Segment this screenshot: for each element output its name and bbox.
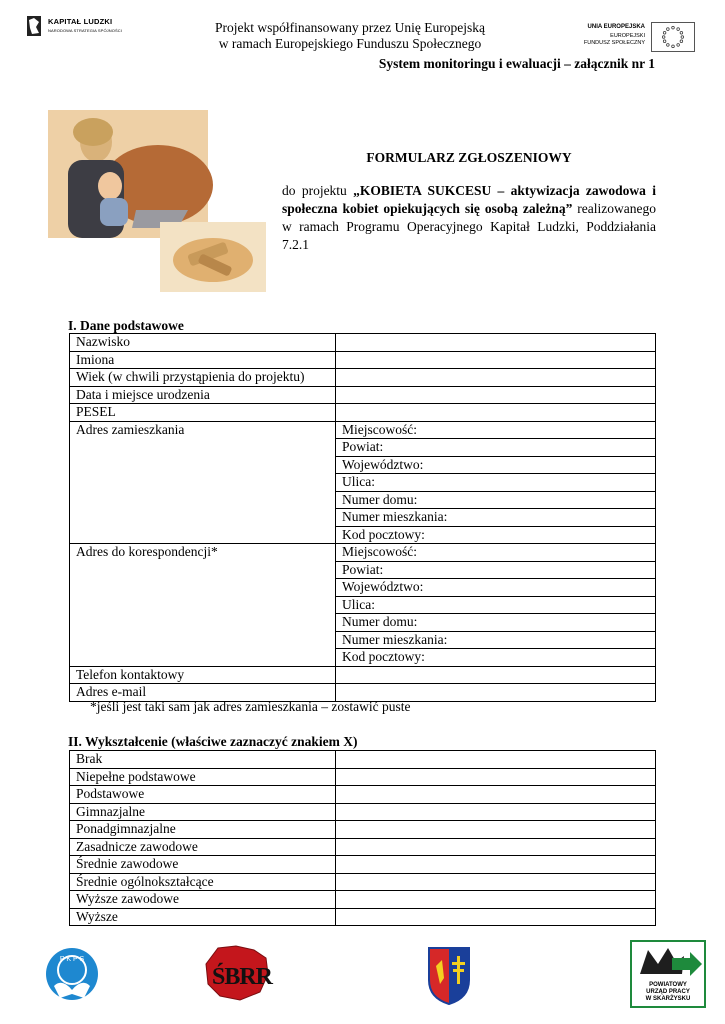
table-row [70,369,656,387]
header-line-2: w ramach Europejskiego Funduszu Społecznego [218,36,482,51]
age-field[interactable] [336,369,656,387]
residence-house-number-field[interactable]: Numer domu: [336,491,656,509]
residence-flat-number-field[interactable]: Numer mieszkania: [336,509,656,527]
education-mark-cell[interactable] [336,838,656,856]
table-row [70,821,656,839]
intro-prefix: do projektu [282,183,354,198]
education-label: Ponadgimnazjalne [70,821,336,839]
table-row [70,856,656,874]
row-label: Nazwisko [70,334,336,352]
residence-postal-code-field[interactable]: Kod pocztowy: [336,526,656,544]
address-note: *jeśli jest taki sam jak adres zamieszkania – zostawić puste [90,699,411,714]
row-label: Data i miejsce urodzenia [70,386,336,404]
section-1-title: I. Dane podstawowe [68,318,184,333]
system-label: System monitoringu i ewaluacji – załącznik nr 1 [378,56,655,71]
eu-line-2: EUROPEJSKI [610,33,645,39]
header-line-1: Projekt współfinansowany przez Unię Europejską [215,20,485,35]
pup-arrow-icon [632,944,704,982]
education-label: Średnie zawodowe [70,856,336,874]
pesel-field[interactable] [336,404,656,422]
education-label: Brak [70,751,336,769]
correspondence-county-field[interactable]: Powiat: [336,561,656,579]
eu-flag-icon [651,22,695,52]
pup-logo [630,940,706,1008]
residence-street-field[interactable]: Ulica: [336,474,656,492]
table-row [70,768,656,786]
kapital-ludzki-emblem-icon [24,14,44,38]
education-label: Średnie ogólnokształcące [70,873,336,891]
education-label: Wyższe zawodowe [70,891,336,909]
table-row [70,908,656,926]
row-label: Telefon kontaktowy [70,666,336,684]
correspondence-voivodeship-field[interactable]: Województwo: [336,579,656,597]
education-mark-cell[interactable] [336,891,656,909]
coat-of-arms-icon [424,944,474,1006]
row-label: Imiona [70,351,336,369]
table-row [70,544,656,562]
correspondence-postal-code-field[interactable]: Kod pocztowy: [336,649,656,667]
surname-field[interactable] [336,334,656,352]
residence-county-field[interactable]: Powiat: [336,439,656,457]
pup-line-2: URZĄD PRACY [646,989,690,995]
education-mark-cell[interactable] [336,803,656,821]
mother-with-child-photo [48,110,266,292]
education-mark-cell[interactable] [336,856,656,874]
correspondence-flat-number-field[interactable]: Numer mieszkania: [336,631,656,649]
education-mark-cell[interactable] [336,908,656,926]
education-mark-cell[interactable] [336,768,656,786]
education-label: Wyższe [70,908,336,926]
table-row [70,803,656,821]
residence-city-field[interactable]: Miejscowość: [336,421,656,439]
education-table [69,750,656,926]
kapital-ludzki-logo [24,14,144,40]
eu-logo [570,20,705,56]
correspondence-address-label: Adres do korespondencji* [70,544,336,667]
correspondence-street-field[interactable]: Ulica: [336,596,656,614]
education-label: Gimnazjalne [70,803,336,821]
table-row [70,873,656,891]
sbrr-text: ŚBRR [211,964,273,990]
row-label: Adres e-mail [70,684,336,702]
correspondence-house-number-field[interactable]: Numer domu: [336,614,656,632]
residence-address-label: Adres zamieszkania [70,421,336,544]
table-row [70,404,656,422]
pup-line-3: W SKARŻYSKU [645,996,691,1002]
table-row [70,751,656,769]
section-2-title: II. Wykształcenie (właściwe zaznaczyć znakiem X) [68,734,358,749]
eu-line-3: FUNDUSZ SPOŁECZNY [583,40,645,46]
intro-suffix: realizowanego w ramach Programu Operacyjnego Kapitał Ludzki, Poddziałania 7.2.1 [282,201,656,252]
form-title: FORMULARZ ZGŁOSZENIOWY [366,150,572,165]
pkps-logo [44,944,100,1006]
row-label: Wiek (w chwili przystąpienia do projektu) [70,369,336,387]
pup-text [632,982,704,1003]
logo-left-subtitle: NARODOWA STRATEGIA SPÓJNOŚCI [48,28,122,33]
table-row [70,786,656,804]
table-row [70,421,656,439]
logo-left-name: KAPITAŁ LUDZKI [48,17,113,26]
table-row [70,351,656,369]
education-mark-cell[interactable] [336,786,656,804]
education-label: Niepełne podstawowe [70,768,336,786]
eu-line-1: UNIA EUROPEJSKA [587,24,645,30]
project-name: „KOBIETA SUKCESU – aktywizacja zawodowa i społeczna kobiet opiekujących się osobą zależną” [282,183,656,216]
cofinancing-header [190,20,510,52]
form-intro [282,182,656,254]
education-mark-cell[interactable] [336,821,656,839]
education-label: Podstawowe [70,786,336,804]
phone-field[interactable] [336,666,656,684]
residence-voivodeship-field[interactable]: Województwo: [336,456,656,474]
pup-line-1: POWIATOWY [649,982,687,988]
table-row [70,891,656,909]
sbrr-logo [196,944,284,1006]
correspondence-city-field[interactable]: Miejscowość: [336,544,656,562]
row-label: PESEL [70,404,336,422]
first-names-field[interactable] [336,351,656,369]
table-row [70,386,656,404]
table-row [70,838,656,856]
birth-date-place-field[interactable] [336,386,656,404]
education-mark-cell[interactable] [336,751,656,769]
table-row [70,666,656,684]
table-row [70,334,656,352]
basic-data-table [69,333,656,702]
education-label: Zasadnicze zawodowe [70,838,336,856]
pkps-letters: P K P S [59,956,85,963]
education-mark-cell[interactable] [336,873,656,891]
